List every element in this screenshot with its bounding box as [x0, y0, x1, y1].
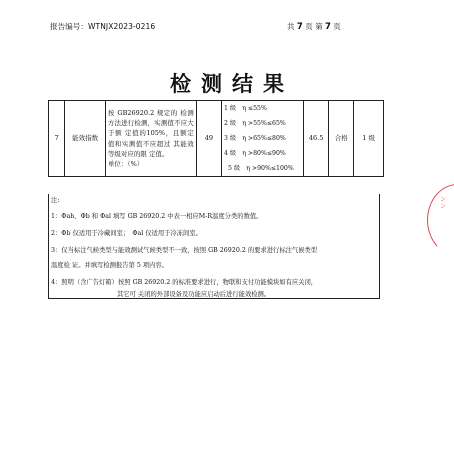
report-number: 报告编号：WTNJX2023-0216	[50, 22, 156, 31]
page-current: 7	[324, 22, 331, 32]
judgement: 合格	[329, 101, 354, 177]
grade-4: 4 级 η >80%≤90%	[223, 150, 286, 157]
seal-text: ン ン	[440, 196, 447, 210]
grade-3: 3 级 η >65%≤80%	[223, 135, 286, 142]
notes-label: 注:	[51, 197, 60, 204]
results-table	[48, 100, 384, 177]
page-counter	[287, 21, 341, 32]
page-total: 7	[296, 22, 303, 32]
page-title: 检测结果	[170, 71, 294, 96]
page-suffix: 页	[333, 22, 341, 31]
table-row	[49, 101, 384, 177]
notes-box	[48, 194, 380, 299]
note-4: 4：照明（含广告灯箱）按照 GB 26920.2 的标准要求进行，物联和支付功能模块如有应关闭，	[51, 279, 318, 286]
note-4-cont: 其它可 关闭的外部设备及功能应启动后进行能效检测。	[117, 291, 271, 298]
efficiency-level: 1 级	[354, 101, 384, 177]
grade-limits	[221, 101, 303, 177]
note-3-cont: 温度检 证。并填写检测报告第 5 项内容。	[51, 262, 169, 269]
page-mid: 页 第	[305, 22, 323, 31]
note-3: 3：仅当标注气候类型与能效测试气候类型不一致，按照 GB 26920.2 的要求进行标注气候类型	[51, 247, 318, 254]
row-number: 7	[49, 101, 65, 177]
page-prefix: 共	[287, 22, 295, 31]
requirement-cell	[105, 101, 196, 177]
red-seal	[427, 184, 454, 256]
grade-2: 2 级 η >55%≤65%	[223, 120, 286, 127]
note-1: 1：Φah、Φb 和 Φal 填写 GB 26920.2 中表一相应M-R温度分类的数值。	[51, 213, 263, 220]
grade-1: 1 级 η ≤55%	[223, 105, 267, 112]
grade-5: 5 级 η >90%≤100%	[227, 165, 294, 172]
measured-result: 46.5	[304, 101, 329, 177]
rated-value: 49	[196, 101, 221, 177]
requirement-text: 按 GB26920.2 规定的 检测方法进行检测，实测值不应大于额 定值的105%，且额定 值和实测值不应超过 其能效等级对应的限 定值。	[107, 109, 194, 158]
note-2: 2：Φb 仅适用于冷藏间室； Φal 仅适用于冷冻间室。	[51, 230, 202, 237]
unit-text: 单位：（%）	[107, 159, 144, 168]
test-item: 能效指数	[65, 101, 106, 177]
